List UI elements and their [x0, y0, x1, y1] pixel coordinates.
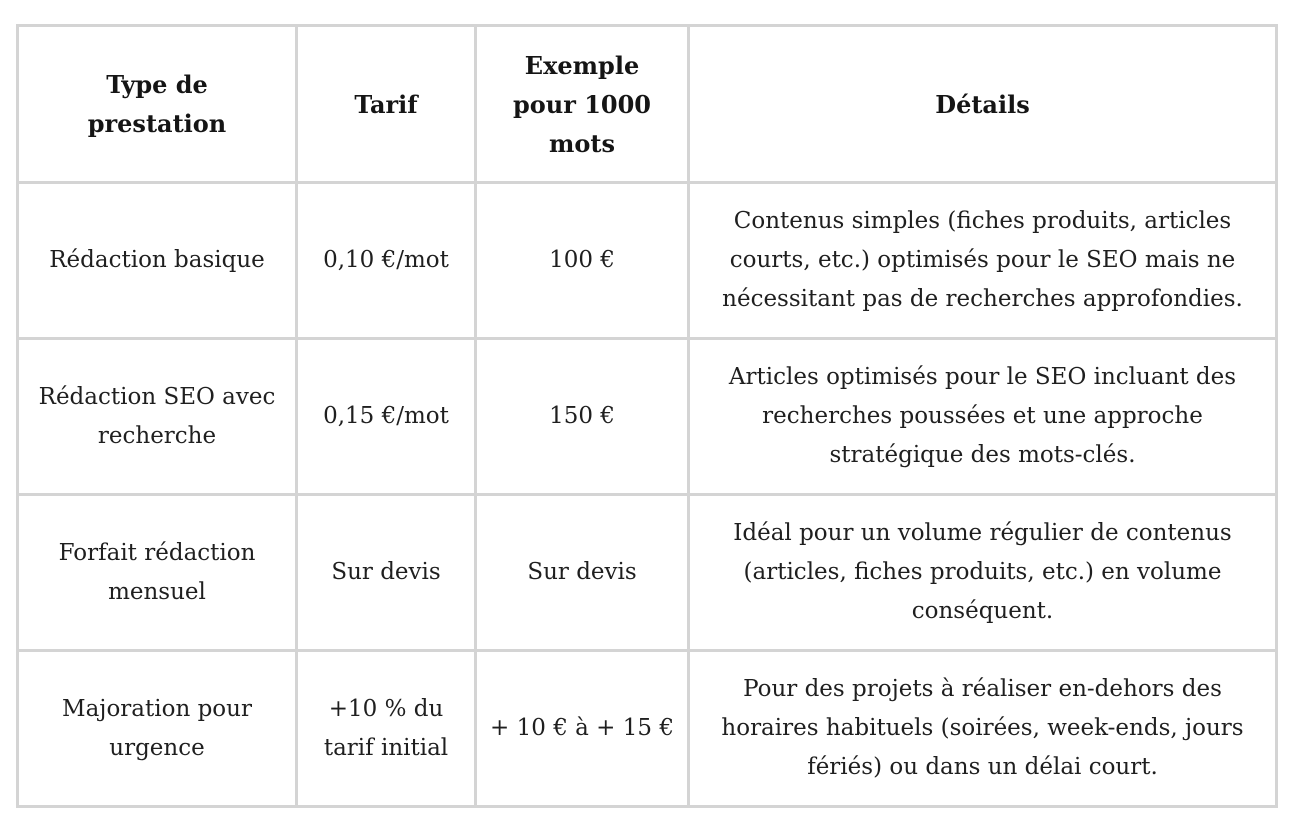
- table-header-row: [18, 26, 1277, 183]
- cell-details: Pour des projets à réaliser en-dehors des horaires habituels (soirées, week-ends, jours fériés) ou dans un délai court.: [689, 651, 1277, 807]
- cell-tarif: 0,10 €/mot: [297, 183, 476, 339]
- cell-type: Majoration pour urgence: [18, 651, 297, 807]
- cell-details: Idéal pour un volume régulier de contenus (articles, fiches produits, etc.) en volume conséquent.: [689, 495, 1277, 651]
- table-row: [18, 651, 1277, 807]
- cell-type: Forfait rédaction mensuel: [18, 495, 297, 651]
- header-tarif: Tarif: [297, 26, 476, 183]
- header-details: Détails: [689, 26, 1277, 183]
- cell-tarif: 0,15 €/mot: [297, 339, 476, 495]
- cell-details: Articles optimisés pour le SEO incluant des recherches poussées et une approche stratégique des mots-clés.: [689, 339, 1277, 495]
- table-row: [18, 339, 1277, 495]
- cell-tarif: +10 % du tarif initial: [297, 651, 476, 807]
- cell-details: Contenus simples (fiches produits, articles courts, etc.) optimisés pour le SEO mais ne nécessitant pas de recherches approfondies.: [689, 183, 1277, 339]
- cell-exemple: 100 €: [476, 183, 689, 339]
- cell-tarif: Sur devis: [297, 495, 476, 651]
- cell-exemple: + 10 € à + 15 €: [476, 651, 689, 807]
- pricing-table: [16, 24, 1278, 808]
- table-row: [18, 495, 1277, 651]
- cell-type: Rédaction basique: [18, 183, 297, 339]
- table-row: [18, 183, 1277, 339]
- cell-exemple: Sur devis: [476, 495, 689, 651]
- header-type: Type de prestation: [18, 26, 297, 183]
- header-exemple: Exemple pour 1000 mots: [476, 26, 689, 183]
- cell-exemple: 150 €: [476, 339, 689, 495]
- cell-type: Rédaction SEO avec recherche: [18, 339, 297, 495]
- pricing-table-container: [16, 24, 1278, 808]
